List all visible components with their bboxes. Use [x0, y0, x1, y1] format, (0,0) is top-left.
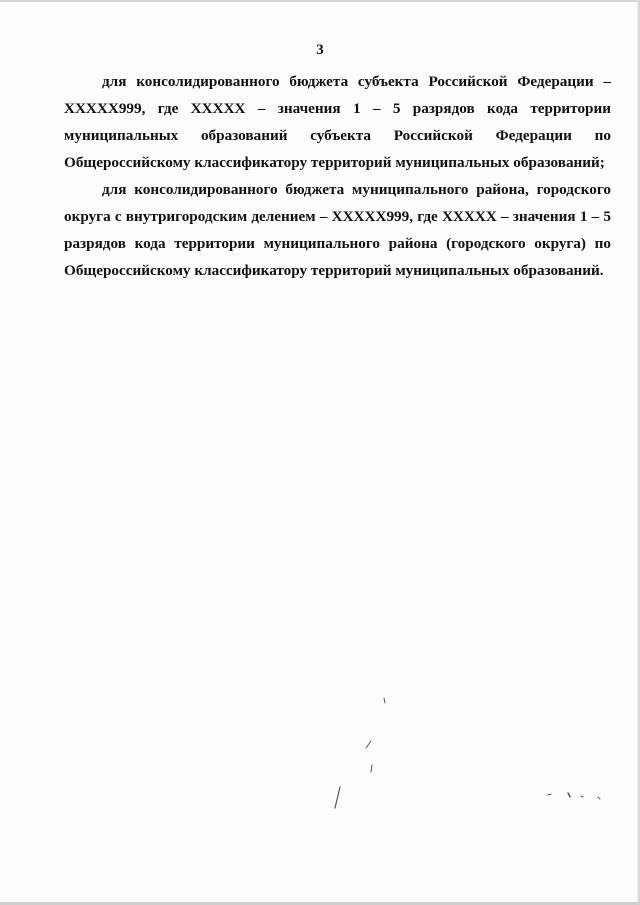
scan-speck	[384, 698, 385, 703]
scan-stroke	[371, 765, 372, 772]
paragraph-municipal-budget: для консолидированного бюджета муниципального района, городского округа с внутригородским делением – ХХХХХ999, где ХХХХХ – значения 1 – 5 разрядов кода территории муниципального района (городского округа) по Общероссийскому классификатору территорий муниципальных образований.	[64, 181, 611, 279]
paragraph-subject-budget: для консолидированного бюджета субъекта Российской Федерации – ХХХХХ999, где ХХХХХ – значения 1 – 5 разрядов кода территории муниципальных образований субъекта Российской Федерации по Общероссийскому классификатору территорий муниципальных образований;	[64, 73, 611, 171]
scan-speck	[581, 796, 583, 797]
page-number: 3	[316, 42, 324, 58]
scan-speck	[568, 793, 570, 797]
scan-speck	[598, 797, 600, 799]
scan-stroke	[366, 741, 371, 748]
scan-stroke	[335, 787, 340, 808]
scan-speck	[548, 794, 551, 795]
